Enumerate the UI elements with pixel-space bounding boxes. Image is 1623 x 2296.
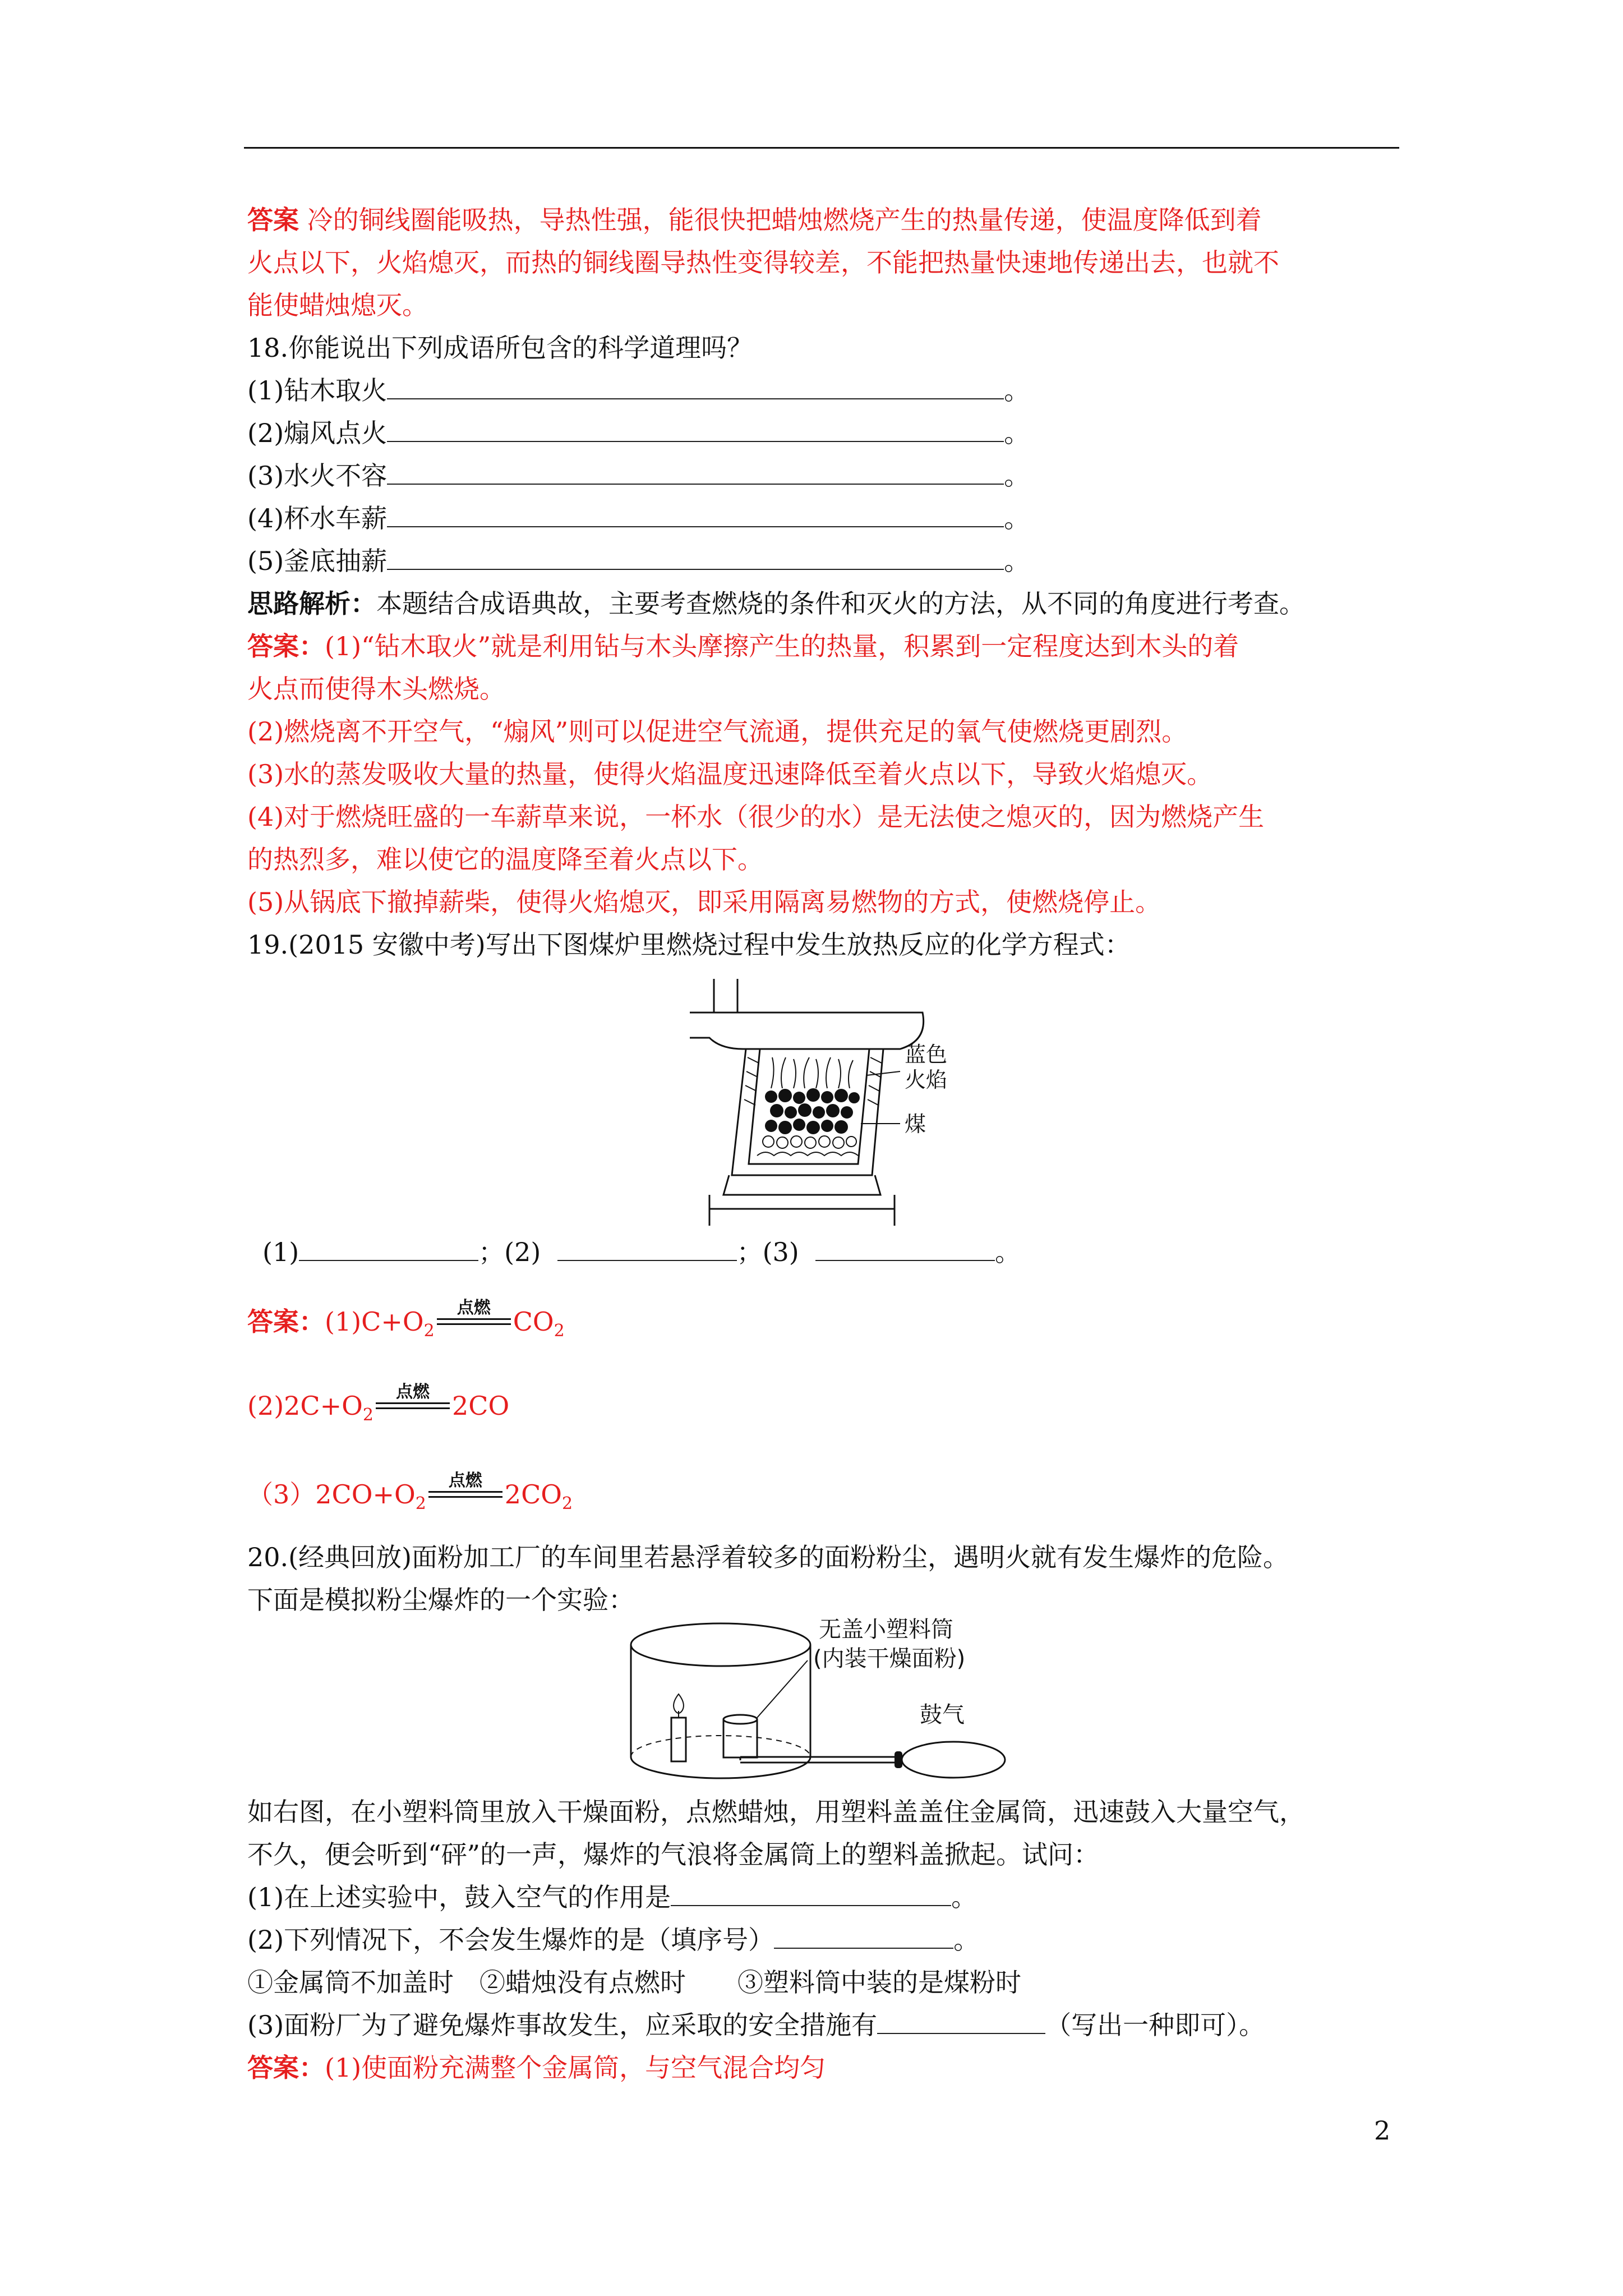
question-20-sub-2: (2)下列情况下，不会发生爆炸的是（填序号） 。 xyxy=(247,1923,979,1957)
question-20-sub-1: (1)在上述实验中，鼓入空气的作用是 。 xyxy=(247,1880,977,1914)
reaction-arrow: 点燃 xyxy=(426,1478,505,1511)
question-19-blanks: (1) ；(2) ；(3) 。 xyxy=(262,1235,1021,1269)
answer-blank[interactable] xyxy=(877,2008,1045,2034)
reaction-arrow: 点燃 xyxy=(374,1389,452,1423)
answer-19-equation-3: $(3)2CO+O_2$ 点燃 $2CO_2$ xyxy=(247,1471,573,1513)
question-18-analysis: 思路解析：本题结合成语典故，主要考查燃烧的条件和灭火的方法，从不同的角度进行考查。 xyxy=(247,588,1305,619)
dust-explosion-figure xyxy=(623,1610,1038,1789)
answer-text: 冷的铜线圈能吸热，导热性强，能很快把蜡烛燃烧产生的热量传递，使温度降低到着 xyxy=(307,205,1262,235)
label-coal: 煤 xyxy=(905,1112,926,1137)
answer-blank[interactable] xyxy=(774,1923,953,1949)
answer-19-equation-1: 答案：$(1)C+O_2$ 点燃 $CO_2$ xyxy=(247,1298,565,1341)
answer-blank[interactable] xyxy=(387,544,1004,570)
answer-blank[interactable] xyxy=(387,374,1004,399)
answer-label: 答案 xyxy=(247,205,299,235)
answer-18-line-3: (2)燃烧离不开空气，“煽风”则可以促进空气流通，提供充足的氧气使燃烧更剧烈。 xyxy=(247,716,1188,747)
answer-18-line-4: (3)水的蒸发吸收大量的热量，使得火焰温度迅速降低至着火点以下，导致火焰熄灭。 xyxy=(247,759,1213,789)
page-number: 2 xyxy=(1374,2115,1391,2146)
answer-blank[interactable] xyxy=(387,501,1004,527)
answer-blank[interactable] xyxy=(557,1235,737,1261)
question-19-stem: 19.(2015 安徽中考)写出下图煤炉里燃烧过程中发生放热反应的化学方程式： xyxy=(247,930,1131,960)
answer-18-line-2: 火点而使得木头燃烧。 xyxy=(247,674,505,704)
reaction-arrow: 点燃 xyxy=(435,1305,513,1338)
answer-blank[interactable] xyxy=(299,1235,478,1261)
answer-18-line-5: (4)对于燃烧旺盛的一车薪草来说，一杯水（很少的水）是无法使之熄灭的，因为燃烧产生 xyxy=(247,802,1265,832)
question-18-item-4: (4)杯水车薪 。 xyxy=(247,501,1030,535)
question-20-sub-3: (3)面粉厂为了避免爆炸事故发生，应采取的安全措施有 （写出一种即可）。 xyxy=(247,2008,1265,2042)
question-18-stem: 18.你能说出下列成语所包含的科学道理吗？ xyxy=(247,333,753,363)
question-20-options: ①金属筒不加盖时 ②蜡烛没有点燃时 ③塑料筒中装的是煤粉时 xyxy=(247,1967,1021,1998)
label-flame: 火焰 xyxy=(905,1068,948,1092)
answer-18-line-6: 的热烈多，难以使它的温度降至着火点以下。 xyxy=(247,844,763,875)
answer-20-line-1: 答案：(1)使面粉充满整个金属筒，与空气混合均匀 xyxy=(247,2053,826,2083)
question-20-stem-2: 下面是模拟粉尘爆炸的一个实验： xyxy=(247,1585,634,1615)
question-18-item-5: (5)釜底抽薪 。 xyxy=(247,544,1030,578)
label-blue: 蓝色 xyxy=(905,1042,948,1067)
header-rule xyxy=(244,147,1399,149)
question-20-desc-2: 不久，便会听到“砰”的一声，爆炸的气浪将金属筒上的塑料盖掀起。试问： xyxy=(247,1839,1100,1870)
coal-stove-figure xyxy=(687,979,990,1237)
answer-18-line-1: 答案：(1)“钻木取火”就是利用钻与木头摩擦产生的热量，积累到一定程度达到木头的着 xyxy=(247,631,1239,661)
answer-17-line-2: 火点以下，火焰熄灭，而热的铜线圈导热性变得较差，不能把热量快速地传递出去，也就不 xyxy=(247,247,1279,278)
question-18-item-3: (3)水火不容 。 xyxy=(247,459,1030,493)
answer-17-line-1 xyxy=(247,203,1262,237)
answer-blank[interactable] xyxy=(387,416,1004,442)
question-20-desc-1: 如右图，在小塑料筒里放入干燥面粉，点燃蜡烛，用塑料盖盖住金属筒，迅速鼓入大量空气， xyxy=(247,1797,1305,1827)
question-18-item-1: (1)钻木取火 。 xyxy=(247,374,1030,407)
question-18-item-2: (2)煽风点火 。 xyxy=(247,416,1030,450)
answer-17-line-3: 能使蜡烛熄灭。 xyxy=(247,290,428,320)
answer-blank[interactable] xyxy=(671,1880,951,1906)
label-cup: 无盖小塑料筒 xyxy=(819,1617,953,1642)
answer-19-equation-2: $(2)2C+O_2$ 点燃 2CO xyxy=(247,1382,510,1425)
answer-18-line-7: (5)从锅底下撤掉薪柴，使得火焰熄灭，即采用隔离易燃物的方式，使燃烧停止。 xyxy=(247,887,1161,917)
answer-blank[interactable] xyxy=(815,1235,995,1261)
label-flour: (内装干燥面粉) xyxy=(813,1646,966,1672)
answer-blank[interactable] xyxy=(387,459,1004,485)
label-blow: 鼓气 xyxy=(920,1702,965,1728)
question-20-stem-1: 20.(经典回放)面粉加工厂的车间里若悬浮着较多的面粉粉尘，遇明火就有发生爆炸的危险。 xyxy=(247,1542,1289,1572)
